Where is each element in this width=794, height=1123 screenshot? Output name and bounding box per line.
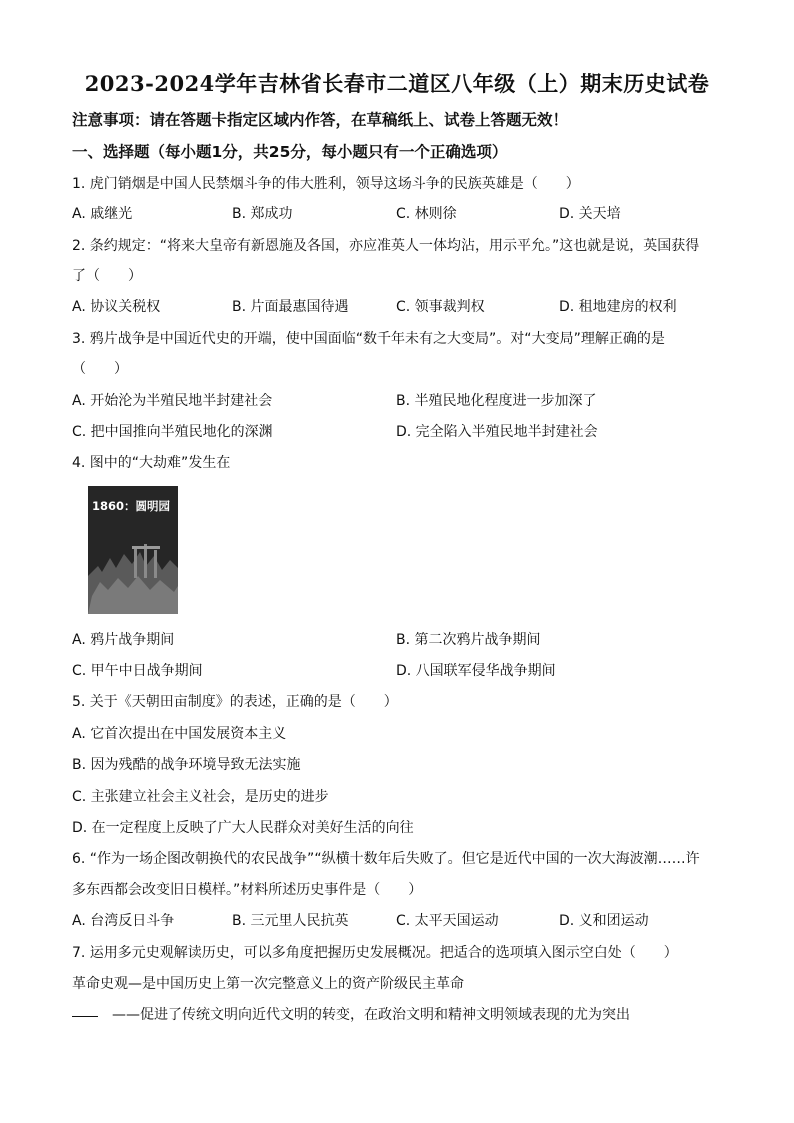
q6-option-a[interactable]: A. 台湾反日斗争 <box>72 913 175 929</box>
fill-in-blank[interactable] <box>72 1016 98 1017</box>
q5-option-b[interactable]: B. 因为残酷的战争环境导致无法实施 <box>72 757 301 773</box>
yuanmingyuan-photo <box>88 486 178 614</box>
q4-option-b[interactable]: B. 第二次鸦片战争期间 <box>396 632 541 648</box>
question-5-stem: 5. 关于《天朝田亩制度》的表述，正确的是（ ） <box>72 694 398 710</box>
q2-option-a[interactable]: A. 协议关税权 <box>72 299 161 315</box>
exam-title: 2023-2024学年吉林省长春市二道区八年级（上）期末历史试卷 <box>84 71 710 96</box>
q4-option-a[interactable]: A. 鸦片战争期间 <box>72 632 175 648</box>
q5-option-a[interactable]: A. 它首次提出在中国发展资本主义 <box>72 726 287 742</box>
q3-option-c[interactable]: C. 把中国推向半殖民地化的深渊 <box>72 424 273 440</box>
question-3-stem-cont: （ ） <box>72 361 128 377</box>
question-7-stem: 7. 运用多元史观解读历史，可以多角度把握历史发展概况。把适合的选项填入图示空白处（ ） <box>72 945 678 961</box>
q3-option-d[interactable]: D. 完全陷入半殖民地半封建社会 <box>396 424 598 440</box>
question-6-stem-cont: 多东西都会改变旧日模样。”材料所述历史事件是（ ） <box>72 882 423 898</box>
question-2-stem-cont: 了（ ） <box>72 268 142 284</box>
question-7-line-1: 革命史观—是中国历史上第一次完整意义上的资产阶级民主革命 <box>72 976 464 992</box>
q1-option-c[interactable]: C. 林则徐 <box>396 206 457 222</box>
question-1-stem: 1. 虎门销烟是中国人民禁烟斗争的伟大胜利，领导这场斗争的民族英雄是（ ） <box>72 176 580 192</box>
question-3-stem: 3. 鸦片战争是中国近代史的开端，使中国面临“数千年未有之大变局”。对“大变局”理解正确的是 <box>72 331 665 347</box>
q2-option-c[interactable]: C. 领事裁判权 <box>396 299 485 315</box>
q4-option-c[interactable]: C. 甲午中日战争期间 <box>72 663 203 679</box>
q3-option-b[interactable]: B. 半殖民地化程度进一步加深了 <box>396 393 597 409</box>
section-heading: 一、选择题（每小题1分，共25分，每小题只有一个正确选项） <box>72 143 508 161</box>
q6-option-c[interactable]: C. 太平天国运动 <box>396 913 499 929</box>
notice: 注意事项：请在答题卡指定区域内作答，在草稿纸上、试卷上答题无效！ <box>72 111 569 129</box>
question-2-stem: 2. 条约规定：“将来大皇帝有新恩施及各国，亦应准英人一体均沾，用示平允。”这也就是说，英国获得 <box>72 238 700 254</box>
q4-option-d[interactable]: D. 八国联军侵华战争期间 <box>396 663 556 679</box>
q2-option-b[interactable]: B. 片面最惠国待遇 <box>232 299 349 315</box>
q2-option-d[interactable]: D. 租地建房的权利 <box>559 299 677 315</box>
q5-option-d[interactable]: D. 在一定程度上反映了广大人民群众对美好生活的向往 <box>72 820 414 836</box>
q3-option-a[interactable]: A. 开始沦为半殖民地半封建社会 <box>72 393 273 409</box>
q1-option-d[interactable]: D. 关天培 <box>559 206 621 222</box>
question-6-stem: 6. “作为一场企图改朝换代的农民战争”“纵横十数年后失败了。但它是近代中国的一次大海波潮……许 <box>72 851 700 867</box>
q5-option-c[interactable]: C. 主张建立社会主义社会，是历史的进步 <box>72 789 329 805</box>
q1-option-a[interactable]: A. 戚继光 <box>72 206 133 222</box>
question-7-line-2-row <box>72 1004 630 1024</box>
photo-caption: 1860：圆明园 <box>92 499 171 513</box>
q1-option-b[interactable]: B. 郑成功 <box>232 206 293 222</box>
q6-option-d[interactable]: D. 义和团运动 <box>559 913 649 929</box>
question-4-stem: 4. 图中的“大劫难”发生在 <box>72 455 231 471</box>
question-7-line-2: ——促进了传统文明向近代文明的转变，在政治文明和精神文明领域表现的尤为突出 <box>112 1007 630 1023</box>
q6-option-b[interactable]: B. 三元里人民抗英 <box>232 913 349 929</box>
